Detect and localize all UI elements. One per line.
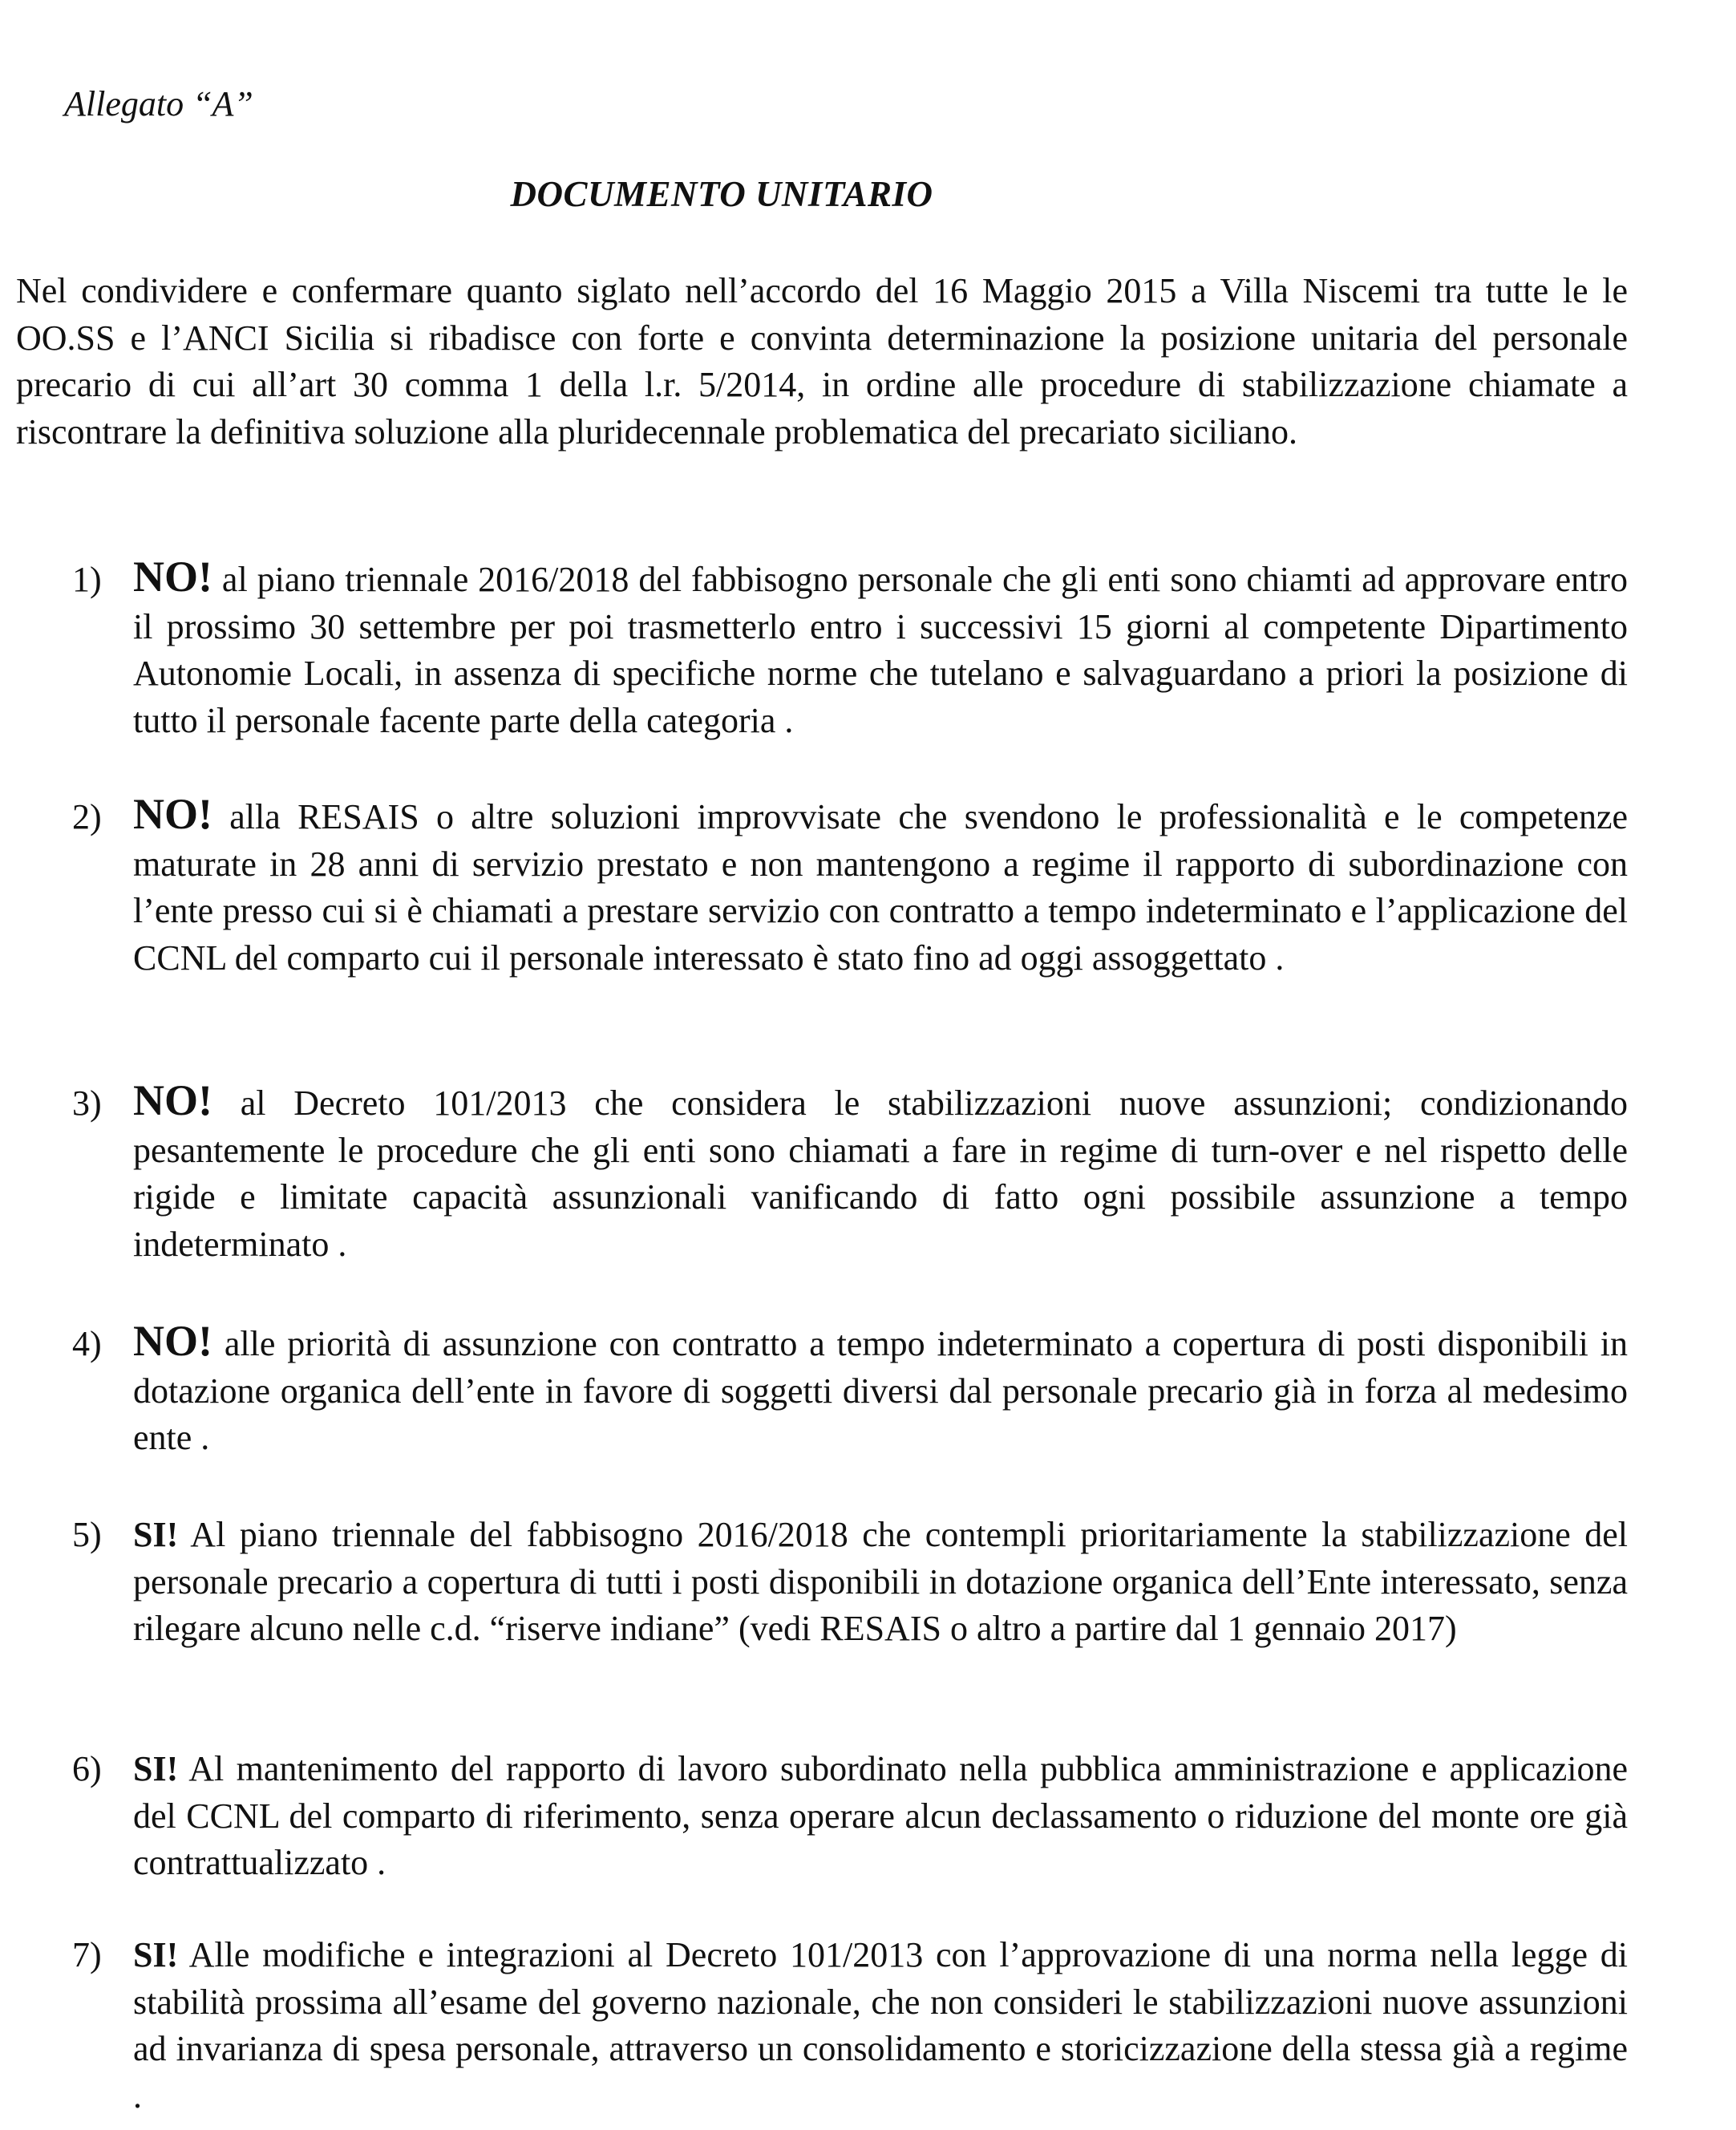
list-item-keyword: NO!	[133, 1317, 212, 1365]
list-item	[72, 790, 1628, 982]
list-item-number: 4)	[72, 1324, 102, 1363]
list-item-number: 3)	[72, 1083, 102, 1123]
list-item-text: alla RESAIS o altre soluzioni improvvisate che svendono le professionalità e le competenze maturate in 28 anni di servizio prestato e non mantengono a regime il rapporto di subordinazione con l’ente presso cui si è chiamati a prestare servizio con contratto a tempo indeterminato e l’applicazione del CCNL del comparto cui il personale interessato è stato fino ad oggi assoggettato .	[133, 797, 1628, 978]
list-item-body	[133, 1512, 1628, 1653]
list-item-number: 1)	[72, 560, 102, 599]
list-item	[72, 1932, 1628, 2120]
list-item-body	[133, 1076, 1628, 1268]
list-item	[72, 1746, 1628, 1887]
list-item-text: Al piano triennale del fabbisogno 2016/2018 che contempli prioritariamente la stabilizzazione del personale precario a copertura di tutti i posti disponibili in dotazione organica dell’Ente interessato, senza rilegare alcuno nelle c.d. “riserve indiane” (vedi RESAIS o altro a partire dal 1 gennaio 2017)	[133, 1515, 1628, 1648]
list-item	[72, 1512, 1628, 1653]
list-item-body	[133, 1932, 1628, 2120]
document-title: DOCUMENTO UNITARIO	[510, 174, 933, 214]
list-item-keyword: SI!	[133, 1515, 179, 1554]
list-item-keyword: SI!	[133, 1749, 179, 1788]
list-item	[72, 1317, 1628, 1462]
list-item-number: 6)	[72, 1749, 102, 1788]
list-item-keyword: SI!	[133, 1935, 179, 1974]
allegato-label: Allegato “A”	[64, 84, 253, 124]
list-item-body	[133, 1317, 1628, 1462]
list-item-body	[133, 553, 1628, 744]
list-item-body	[133, 790, 1628, 982]
list-item-text: Al mantenimento del rapporto di lavoro subordinato nella pubblica amministrazione e applicazione del CCNL del comparto di riferimento, senza operare alcun declassamento o riduzione del monte ore già contrattualizzato .	[133, 1749, 1628, 1882]
list-item-text: Alle modifiche e integrazioni al Decreto 101/2013 con l’approvazione di una norma nella legge di stabilità prossima all’esame del governo nazionale, che non consideri le stabilizzazioni nuove assunzioni ad invarianza di spesa personale, attraverso un consolidamento e storicizzazione della stessa già a regime .	[133, 1935, 1628, 2116]
list-item-text: al Decreto 101/2013 che considera le stabilizzazioni nuove assunzioni; condizionando pesantemente le procedure che gli enti sono chiamati a fare in regime di turn-over e nel rispetto delle rigide e limitate capacità assunzionali vanificando di fatto ogni possibile assunzione a tempo indeterminato .	[133, 1083, 1628, 1264]
list-item-keyword: NO!	[133, 1076, 212, 1124]
list-item	[72, 553, 1628, 744]
list-item-keyword: NO!	[133, 790, 212, 838]
list-item-text: al piano triennale 2016/2018 del fabbisogno personale che gli enti sono chiamti ad approvare entro il prossimo 30 settembre per poi trasmetterlo entro i successivi 15 giorni al competente Dipartimento Autonomie Locali, in assenza di specifiche norme che tutelano e salvaguardano a priori la posizione di tutto il personale facente parte della categoria .	[133, 560, 1628, 740]
list-item-body	[133, 1746, 1628, 1887]
list-item-number: 2)	[72, 797, 102, 836]
list-item-number: 5)	[72, 1515, 102, 1554]
list-item-number: 7)	[72, 1935, 102, 1974]
intro-paragraph: Nel condividere e confermare quanto siglato nell’accordo del 16 Maggio 2015 a Villa Niscemi tra tutte le le OO.SS e l’ANCI Sicilia si ribadisce con forte e convinta determinazione la posizione unitaria del personale precario di cui all’art 30 comma 1 della l.r. 5/2014, in ordine alle procedure di stabilizzazione chiamate a riscontrare la definitiva soluzione alla pluridecennale problematica del precariato siciliano.	[16, 271, 1628, 452]
list-item-text: alle priorità di assunzione con contratto a tempo indeterminato a copertura di posti disponibili in dotazione organica dell’ente in favore di soggetti diversi dal personale precario già in forza al medesimo ente .	[133, 1324, 1628, 1457]
list-item	[72, 1076, 1628, 1268]
list-item-keyword: NO!	[133, 553, 212, 601]
